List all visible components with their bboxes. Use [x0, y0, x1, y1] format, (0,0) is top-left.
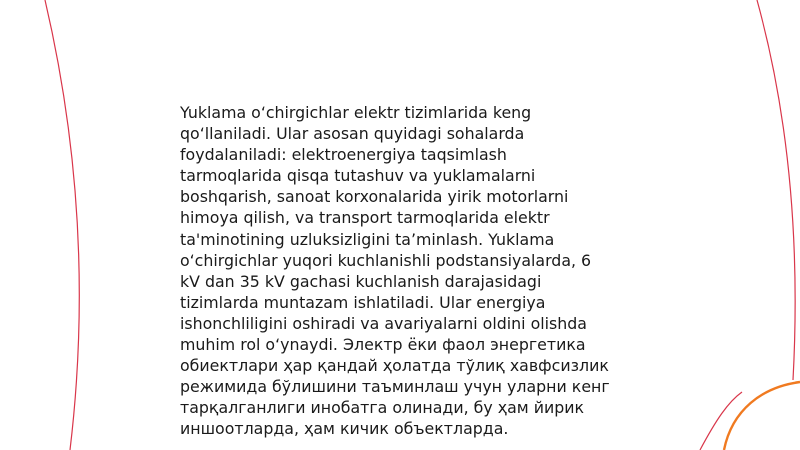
right-arc-line — [757, 0, 795, 380]
bottom-right-thick-arc — [724, 382, 800, 450]
left-arc-line — [45, 0, 79, 450]
body-paragraph: Yuklama o‘chirgichlar elektr tizimlarida keng qo‘llaniladi. Ular asosan quyidagi sohalarda foydalaniladi: elektroenergiya taqsimlash tarmoqlarida qisqa tutashuv va yuklamalarni boshqarish, sanoat korxonalarida yirik motorlarni himoya qilish, va transport tarmoqlarida elektr ta'minotining uzluksizligini ta’minlash. Yuklama o‘chirgichlar yuqori kuchlanishli podstansiyalarda, 6 kV dan 35 kV gachasi kuchlanish darajasidagi tizimlarda muntazam ishlatiladi. Ular energiya ishonchliligini oshiradi va avariyalarni oldini olishda muhim rol o‘ynaydi. Электр ёки фаол энергетика обиектлари ҳар қандай ҳолатда тўлиқ хавфсизлик режимида бўлишини таъминлаш учун уларни кенг тарқалганлиги инобатга олинади, бу ҳам йирик иншоотларда, ҳам кичик объектларда. — [180, 103, 610, 439]
